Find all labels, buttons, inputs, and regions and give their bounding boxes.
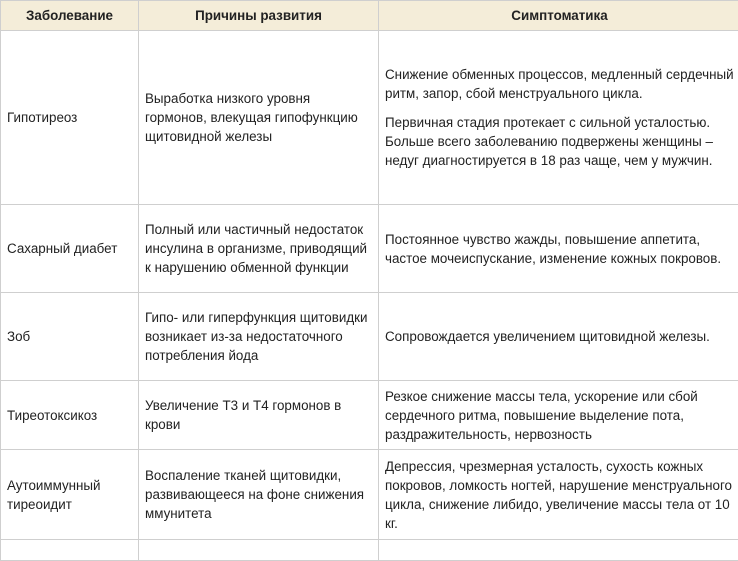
table-row <box>1 381 738 450</box>
header-row <box>1 1 738 31</box>
header-causes: Причины развития <box>139 1 379 31</box>
symptoms-paragraph: Резкое снижение массы тела, ускорение или сбой сердечного ритма, повышение выделение пота, раздражительность, нервозность <box>385 387 734 444</box>
symptoms-cell <box>379 450 738 540</box>
table-row <box>1 31 738 205</box>
symptoms-paragraph: Депрессия, чрезмерная усталость, сухость кожных покровов, ломкость ногтей, нарушение менструального цикла, снижение либидо, увеличение массы тела от 10 кг. <box>385 457 734 533</box>
cause-cell: Полный или частичный недостаток инсулина в организме, приводящий к нарушению обменной функции <box>139 205 379 293</box>
disease-cell: Зоб <box>1 293 139 381</box>
symptoms-paragraph: Первичная стадия протекает с сильной усталостью. Больше всего заболеванию подвержены женщины – недуг диагностируется в 18 раз чаще, чем у мужчин. <box>385 113 734 170</box>
disease-cell: Сахарный диабет <box>1 205 139 293</box>
table-header <box>1 1 738 31</box>
table-row <box>1 293 738 381</box>
disease-cell: Гипотиреоз <box>1 31 139 205</box>
header-symptoms: Симптоматика <box>379 1 738 31</box>
cause-cell: Воспаление тканей щитовидки, развивающееся на фоне снижения ммунитета <box>139 450 379 540</box>
disease-cell: Аутоиммунный тиреоидит <box>1 450 139 540</box>
symptoms-cell <box>379 31 738 205</box>
symptoms-paragraph: Сопровождается увеличением щитовидной железы. <box>385 327 734 346</box>
table-row <box>1 450 738 540</box>
symptoms-cell <box>379 205 738 293</box>
cause-cell: Гипо- или гиперфункция щитовидки возникает из-за недостаточного потребления йода <box>139 293 379 381</box>
symptoms-cell <box>379 293 738 381</box>
symptoms-cell <box>379 381 738 450</box>
symptoms-paragraph: Постоянное чувство жажды, повышение аппетита, частое мочеиспускание, изменение кожных покровов. <box>385 230 734 268</box>
symptoms-paragraph: Снижение обменных процессов, медленный сердечный ритм, запор, сбой менструального цикла. <box>385 65 734 103</box>
header-disease: Заболевание <box>1 1 139 31</box>
cause-cell: Увеличение Т3 и Т4 гормонов в крови <box>139 381 379 450</box>
disease-cell: Тиреотоксикоз <box>1 381 139 450</box>
table-row <box>1 205 738 293</box>
cause-cell: Выработка низкого уровня гормонов, влекущая гипофункцию щитовидной железы <box>139 31 379 205</box>
table-body <box>1 31 738 561</box>
